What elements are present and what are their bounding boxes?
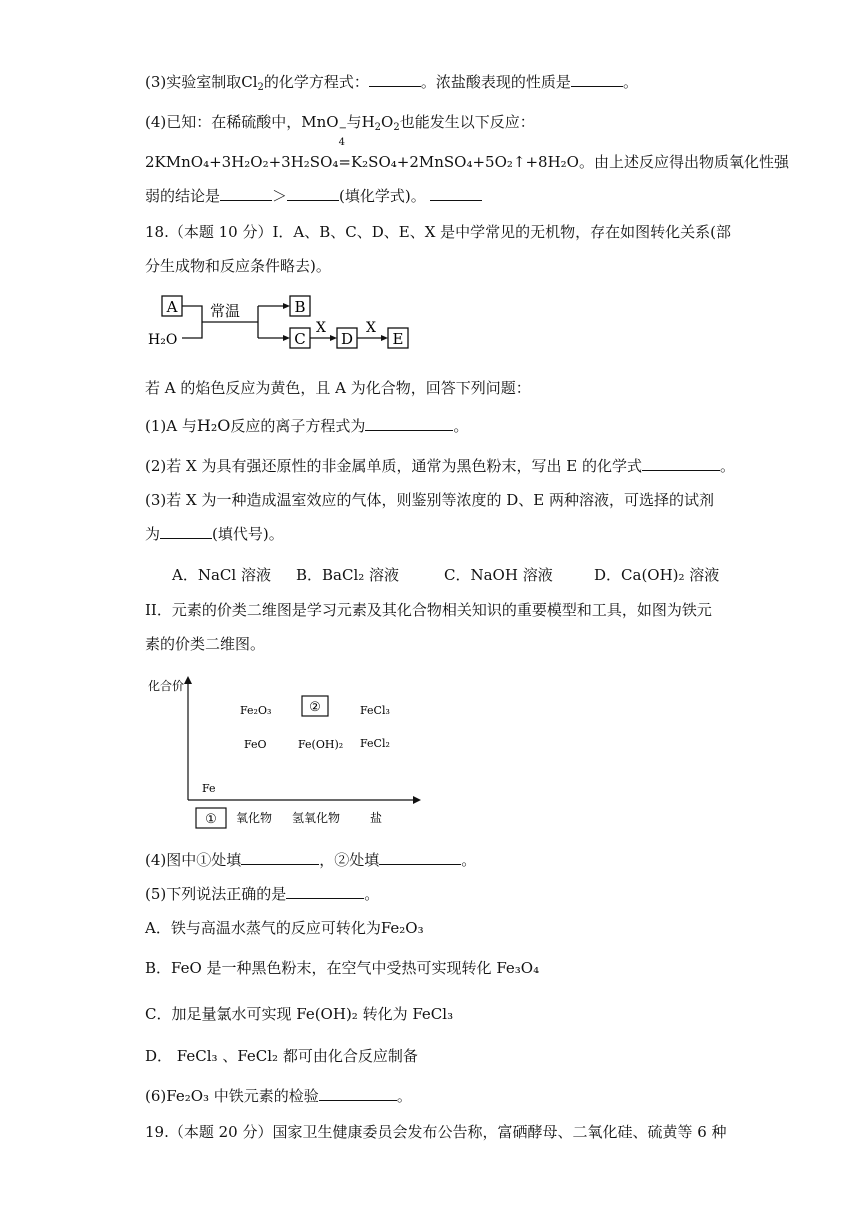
answer-blank[interactable] [160,524,212,539]
cell-fecl2: FeCl₂ [360,737,390,750]
q18-heading-cont: 分生成物和反应条件略去)。 [145,257,331,275]
q17-p3-text-b: 的化学方程式： [263,73,369,91]
answer-blank[interactable] [369,72,421,87]
q18-p5-text-b: 。 [364,885,380,903]
option-b[interactable]: B．BaCl₂ 溶液 [296,566,400,584]
answer-blank[interactable] [287,186,339,201]
q17-p3-text-d: 。 [622,73,638,91]
answer-blank[interactable] [365,416,453,431]
label-e: E [392,330,404,348]
option-a[interactable]: A．NaCl 溶液 [172,566,271,584]
q18-option-c[interactable]: C．加足量氯水可实现 Fe(OH)₂ 转化为 FeCl₃ [145,1005,454,1023]
q18-part-ii: II．元素的价类二维图是学习元素及其化合物相关知识的重要模型和工具，如图为铁元 [145,601,712,619]
answer-blank[interactable] [642,456,720,471]
q17-eq2-text-c: (填化学式)。 [339,187,426,205]
q17-conclusion [145,186,482,206]
q18-option-b[interactable]: B．FeO 是一种黑色粉末，在空气中受热可实现转化 Fe₃O₄ [145,959,540,977]
water-formula: H₂O [196,416,231,435]
q18-part4 [145,850,476,870]
option-c[interactable]: C．NaOH 溶液 [444,566,553,584]
q17-part3 [145,72,638,98]
sub-2: 2 [393,122,400,133]
x-category-oxide: 氧化物 [236,811,273,825]
q17-part4: (4)已知：在稀硫酸中，MnO − 4 与$H_2O_2$也能发生以下反应： [145,113,535,148]
q18-part2 [145,456,735,476]
iron-valence-class-diagram [140,672,440,838]
label-b: B [294,298,306,316]
q17-p3-text-c: 。浓盐酸表现的性质是 [420,73,571,91]
bracket-line [182,306,202,338]
label-room-temp: 常温 [210,302,241,320]
placeholder-2: ② [309,700,321,715]
q18-part1 [145,416,468,436]
answer-blank[interactable] [286,884,364,899]
q18-p4-text-a: (4)图中①处填 [145,851,242,869]
answer-blank[interactable] [220,186,272,201]
y-axis-label: 化合价 [148,679,185,693]
label-d: D [340,330,354,348]
q18-intro: 若 A 的焰色反应为黄色，且 A 为化合物，回答下列问题： [145,379,531,397]
q18-p6-text-a: (6)Fe₂O₃ 中铁元素的检验 [145,1087,319,1105]
q17-p3-text-a: (3)实验室制取Cl [145,73,258,91]
q18-part6 [145,1086,412,1106]
q18-p5-text-a: (5)下列说法正确的是 [145,885,287,903]
q19-heading: 19.（本题 20 分）国家卫生健康委员会发布公告称，富硒酵母、二氧化硅、硫黄等 6 种 [145,1123,727,1141]
q17-p4-text-b: 与H [346,113,375,131]
sub-2: 2 [374,122,382,133]
q18-option-d[interactable]: D． FeCl₃ 、FeCl₂ 都可由化合反应制备 [145,1047,418,1065]
q18-p1-text-a: (1)A 与 [145,417,197,435]
answer-blank[interactable] [430,186,482,201]
q18-p4-text-c: 。 [461,851,477,869]
q18-part-ii-cont: 素的价类二维图。 [145,635,266,653]
answer-blank[interactable] [241,850,319,865]
q18-part3: (3)若 X 为一种造成温室效应的气体，则鉴别等浓度的 D、E 两种溶液，可选择的试剂 [145,491,714,509]
q18-p4-text-b: ，②处填 [319,851,380,869]
answer-blank[interactable] [571,72,623,87]
q18-part5 [145,884,379,904]
label-c: C [294,330,306,348]
q18-p2-text-a: (2)若 X 为具有强还原性的非金属单质，通常为黑色粉末，写出 E 的化学式 [145,457,642,475]
cell-feoh2: Fe(OH)₂ [298,738,344,751]
q18-option-a[interactable]: A．铁与高温水蒸气的反应可转化为Fe₂O₃ [145,919,424,937]
label-x2: X [366,320,376,336]
conversion-flow-diagram [140,290,420,356]
label-x1: X [316,320,326,336]
q18-p1-text-d: 。 [453,417,469,435]
q17-equation: 2KMnO₄+3H₂O₂+3H₂SO₄=K₂SO₄+2MnSO₄+5O₂↑+8H₂O。由上述反应得出物质氧化性强 [145,153,789,171]
cell-feo: FeO [244,738,267,751]
greater-than-sign: ＞ [272,187,288,205]
sub-2: 2 [257,82,264,93]
q18-part3-cont [145,524,284,544]
q18-p2-text-b: 。 [719,457,735,475]
placeholder-1: ① [205,812,217,827]
q18-p1-text-c: 反应的离子方程式为 [230,417,366,435]
q17-eq2-text-a: 弱的结论是 [145,187,221,205]
q17-p4-text-a: (4)已知：在稀硫酸中，MnO [145,113,339,131]
q17-p4-text-d: 也能发生以下反应： [399,113,535,131]
cell-fe: Fe [202,782,216,795]
q18-p6-text-b: 。 [396,1087,412,1105]
cell-fe2o3: Fe₂O₃ [240,704,272,717]
cell-fecl3: FeCl₃ [360,704,390,717]
q18-p3-text-c: (填代号)。 [212,525,284,543]
option-d[interactable]: D．Ca(OH)₂ 溶液 [594,566,720,584]
answer-blank[interactable] [319,1086,397,1101]
q18-heading: 18.（本题 10 分）I．A、B、C、D、E、X 是中学常见的无机物，存在如图转化关系(部 [145,223,732,241]
label-water: H₂O [148,332,178,348]
label-a: A [166,298,178,316]
x-category-salt: 盐 [370,811,383,825]
x-category-hydroxide: 氢氧化物 [292,811,341,825]
q17-p4-text-c: O [381,113,394,131]
answer-blank[interactable] [379,850,461,865]
q18-p3-text-b: 为 [145,525,161,543]
